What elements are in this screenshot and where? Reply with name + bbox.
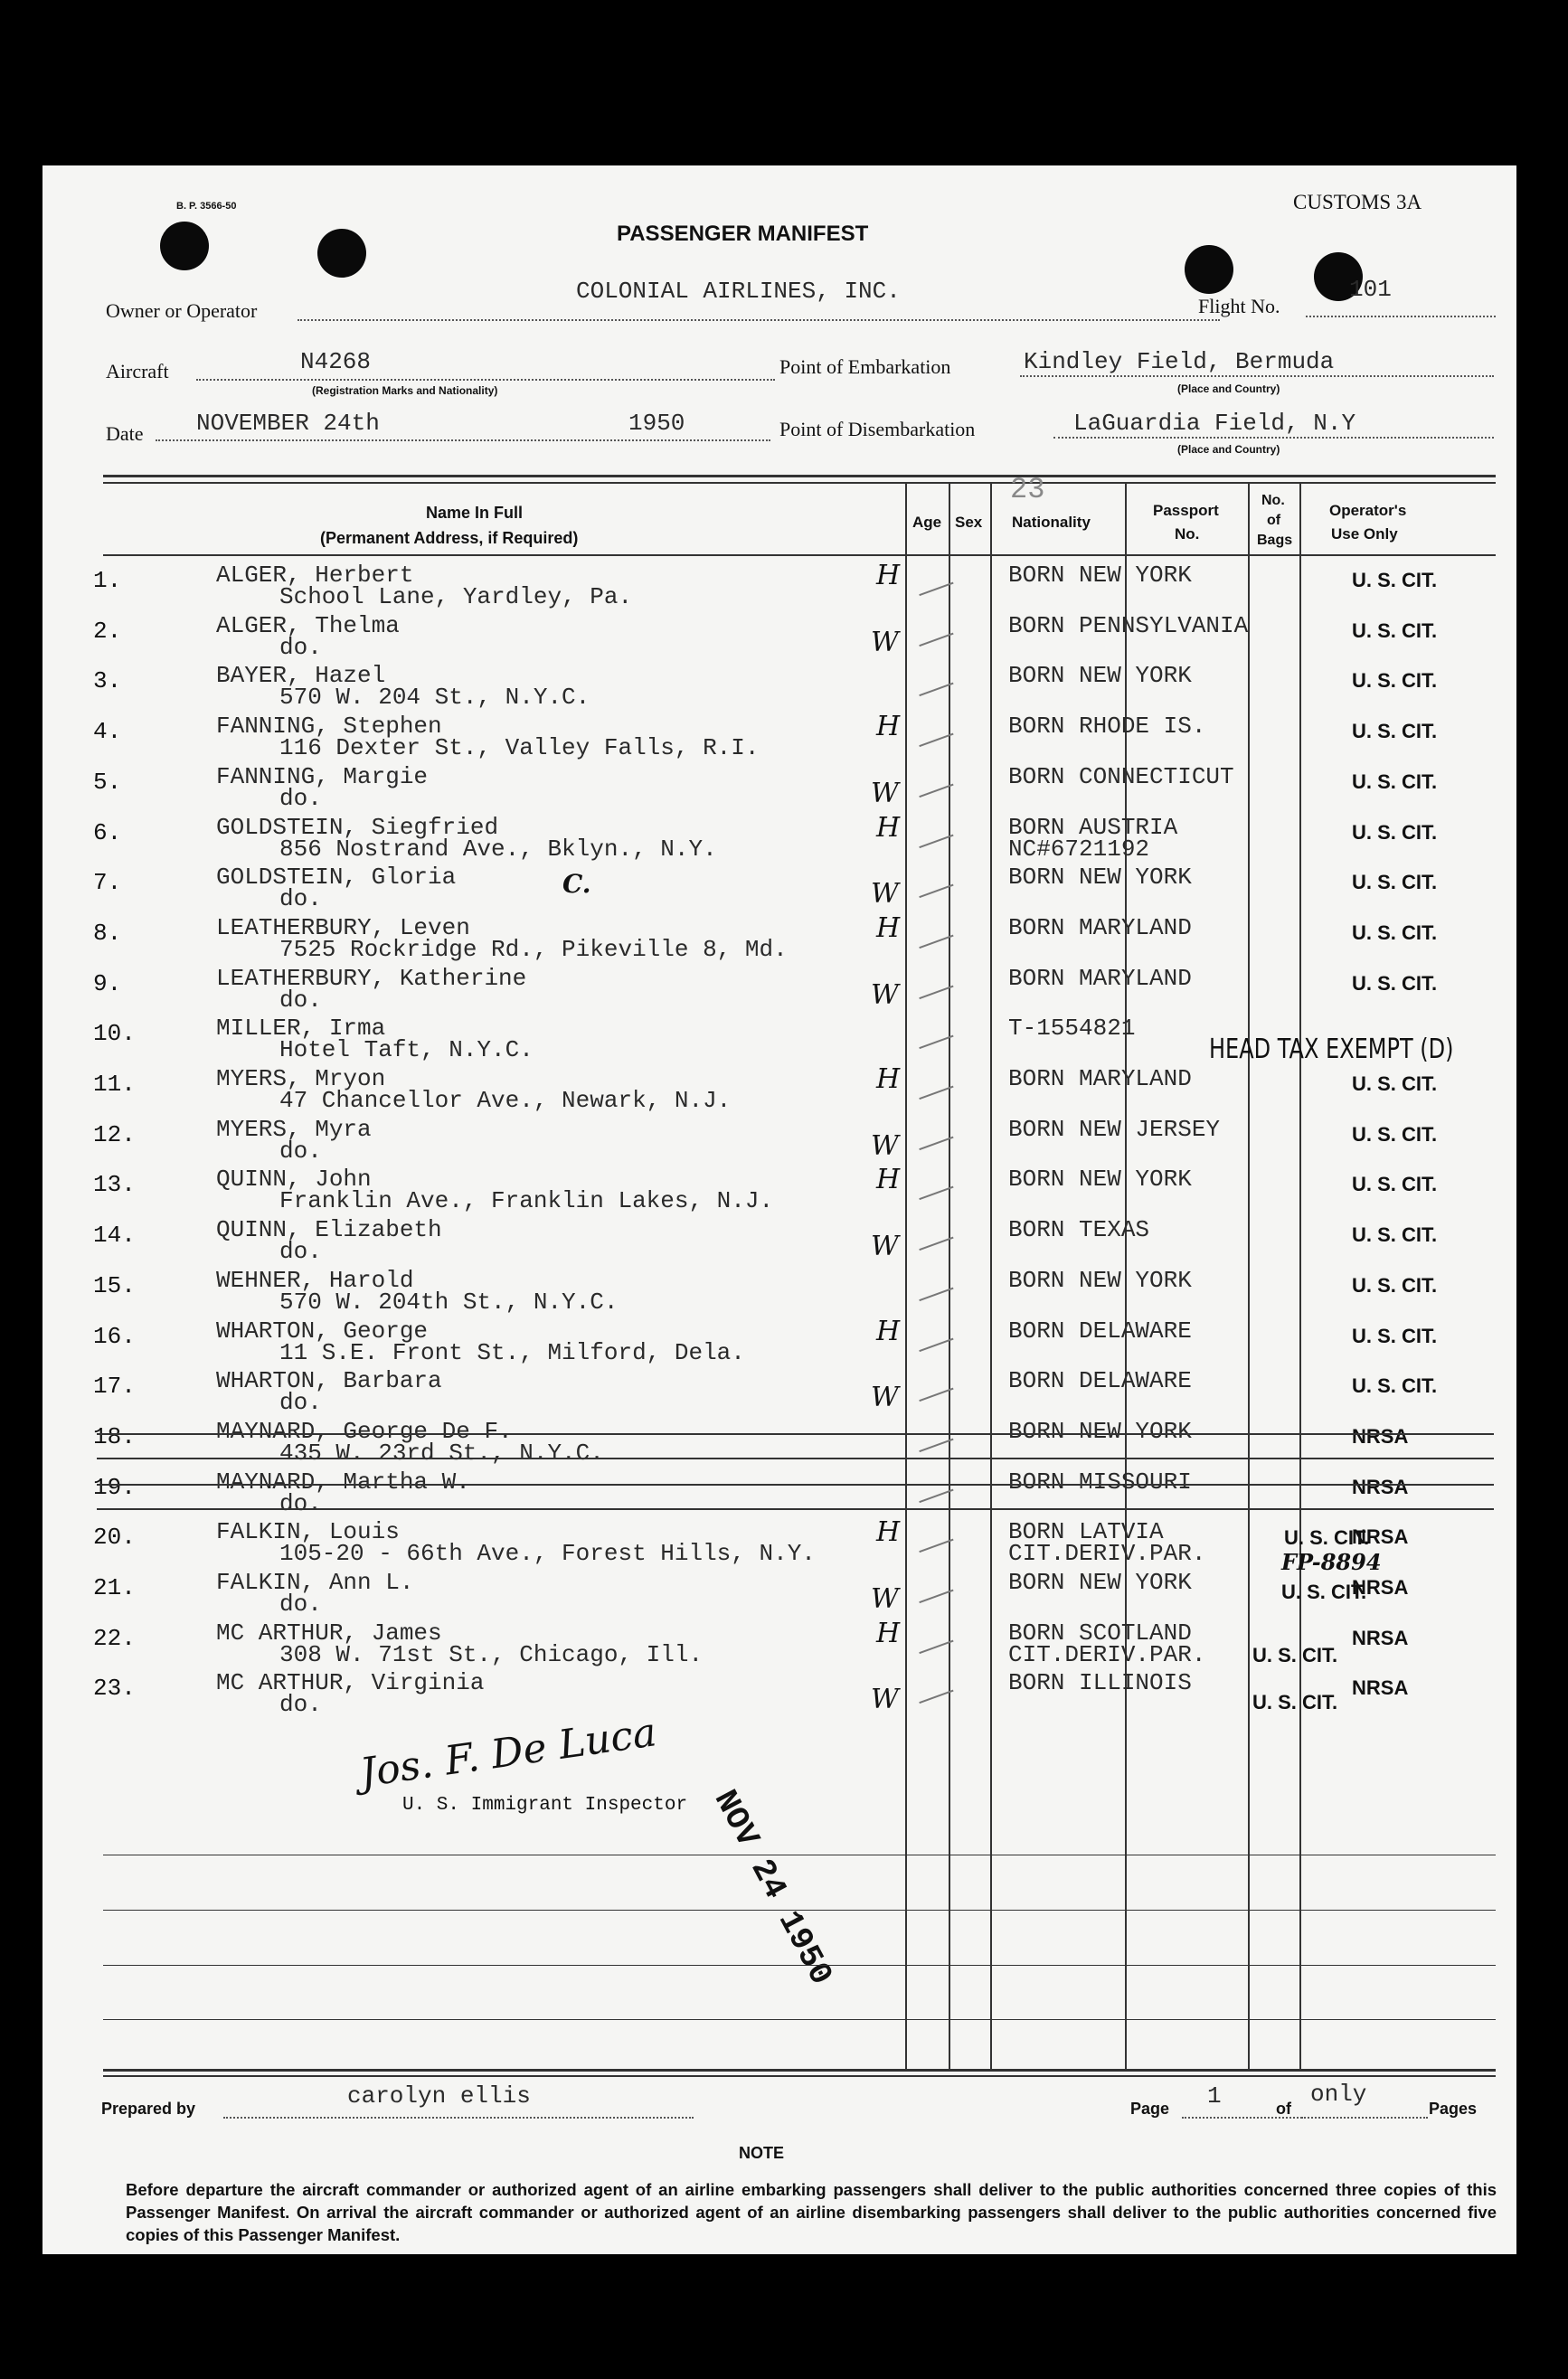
count-stamp: 23 [1010,473,1045,506]
column-header-passport-no: No. [1175,525,1200,543]
date-label: Date [106,422,144,445]
operator-use: NRSA [1352,1626,1409,1649]
operator-use: NRSA [1352,1525,1409,1549]
strike-line [97,1484,1494,1486]
punch-hole [317,229,366,278]
passenger-address: do. [279,885,322,913]
passenger-address: School Lane, Yardley, Pa. [279,583,633,610]
sex-mark: H [876,1617,901,1649]
check-mark-icon [912,1320,953,1351]
operator-use: U. S. CIT. [1352,1223,1438,1247]
nationality: BORN ILLINOIS [1008,1669,1192,1697]
passenger-address: do. [279,1691,322,1719]
nationality: BORN NEW YORK [1008,1417,1192,1445]
row-number: 4. [93,718,122,746]
check-mark-icon [912,1673,953,1704]
column-header-name: Name In Full [426,504,524,522]
passenger-address: 308 W. 71st St., Chicago, Ill. [279,1640,704,1668]
of-value: only [1310,2081,1367,2108]
operator-use: U. S. CIT. [1352,1374,1438,1398]
passenger-address: 856 Nostrand Ave., Bklyn., N.Y. [279,835,717,863]
nationality: BORN NEW YORK [1008,1166,1192,1194]
operator-use: U. S. CIT. [1352,971,1438,995]
operator-use: NRSA [1352,1576,1409,1599]
embarkation-caption: (Place and Country) [1177,382,1280,395]
check-mark-icon [912,1572,953,1603]
nationality: BORN TEXAS [1008,1216,1150,1244]
operator-use: U. S. CIT. [1352,1273,1438,1297]
operator-use: U. S. CIT. [1352,618,1438,642]
passenger-address: do. [279,633,322,661]
uscit-stamp-23: U. S. CIT. [1252,1691,1338,1713]
row-number: 19. [93,1473,136,1501]
passenger-address: Franklin Ave., Franklin Lakes, N.J. [279,1187,774,1215]
row-number: 13. [93,1171,136,1199]
row-number: 22. [93,1624,136,1652]
page-label: Page [1130,2100,1170,2118]
passenger-address: 116 Dexter St., Valley Falls, R.I. [279,734,760,762]
row-number: 2. [93,617,122,645]
punch-hole [1185,245,1233,294]
column-header-sex: Sex [955,514,983,531]
nationality-detail: NC#6721192 [1008,835,1150,863]
passenger-name: ALGER, Herbert [216,562,414,589]
check-mark-icon [912,1371,953,1402]
uscit-stamp-20: U. S. CIT. [1284,1526,1370,1549]
punch-hole [160,222,209,270]
disembarkation-caption: (Place and Country) [1177,443,1280,456]
sex-mark: W [871,1231,899,1263]
passenger-name: MILLER, Irma [216,1015,386,1043]
nationality: BORN LATVIA [1008,1518,1164,1546]
check-mark-icon [912,1018,953,1049]
operator-use: U. S. CIT. [1352,1173,1438,1196]
nationality: BORN MISSOURI [1008,1468,1192,1496]
inspector-title: U. S. Immigrant Inspector [402,1795,688,1816]
passenger-address: 11 S.E. Front St., Milford, Dela. [279,1338,745,1366]
operator-use: NRSA [1352,1424,1409,1448]
check-mark-icon [912,1069,953,1100]
page-value: 1 [1207,2082,1222,2110]
passenger-address: do. [279,986,322,1014]
passenger-name: FALKIN, Ann L. [216,1569,414,1596]
aircraft-label: Aircraft [106,360,169,382]
check-mark-icon [912,1119,953,1150]
operator-use: NRSA [1352,1676,1409,1700]
nationality: BORN NEW YORK [1008,864,1192,892]
note-title: NOTE [739,2144,785,2162]
operator-use: U. S. CIT. [1352,1072,1438,1095]
prepared-by-value: carolyn ellis [347,2082,531,2110]
column-header-bags-of: of [1267,513,1281,528]
nationality-detail: CIT.DERIV.PAR. [1008,1640,1206,1668]
passenger-name: QUINN, Elizabeth [216,1216,442,1244]
nationality: BORN MARYLAND [1008,964,1192,992]
passenger-address: do. [279,1389,322,1417]
operator-use: U. S. CIT. [1352,669,1438,693]
column-header-operator: Operator's [1329,502,1407,519]
uscit-stamp-22: U. S. CIT. [1252,1644,1338,1666]
row-number: 12. [93,1120,136,1148]
nationality: BORN CONNECTICUT [1008,762,1234,790]
gloria-mark: C. [562,869,591,899]
column-header-nationality: Nationality [1012,514,1091,531]
row-number: 14. [93,1222,136,1250]
uscit-stamp-21: U. S. CIT. [1281,1581,1367,1603]
operator-use: U. S. CIT. [1352,1324,1438,1347]
sex-mark: H [876,1516,901,1549]
passenger-name: ALGER, Thelma [216,611,400,639]
customs-form-id: CUSTOMS 3A [1293,191,1422,213]
disembarkation-label: Point of Disembarkation [779,418,976,440]
sex-mark: W [871,1583,899,1615]
row-number: 9. [93,969,122,997]
passenger-address: do. [279,1137,322,1165]
operator-use: U. S. CIT. [1352,1122,1438,1146]
passenger-address: 105-20 - 66th Ave., Forest Hills, N.Y. [279,1540,816,1568]
passenger-address: 7525 Rockridge Rd., Pikeville 8, Md. [279,935,788,963]
nationality: BORN NEW YORK [1008,1569,1192,1596]
passenger-address: 435 W. 23rd St., N.Y.C. [279,1439,604,1467]
row-number: 6. [93,818,122,846]
operator-use: U. S. CIT. [1352,569,1438,591]
nationality: BORN PENNSYLVANIA [1008,611,1249,639]
inspector-signature: Jos. F. De Luca [357,1709,660,1797]
passenger-address: 47 Chancellor Ave., Newark, N.J. [279,1087,732,1114]
date-value: NOVEMBER 24th [196,410,380,437]
passenger-name: WHARTON, Barbara [216,1367,442,1395]
sex-mark: H [876,1164,901,1196]
of-label: of [1276,2100,1291,2118]
check-mark-icon [912,767,953,798]
row-number: 18. [93,1422,136,1450]
row-number: 21. [93,1574,136,1601]
note-text: Before departure the aircraft commander or authorized agent of an airline embarking passengers shall deliver to the public authorities concerned three copies of this Passenger Manifest. On arrival the aircraft commander or authorized agent of an airline disembarking passengers shall deliver to the public authorities concerned five copies of this Passenger Manifest. [126,2180,1497,2244]
passenger-name: FALKIN, Louis [216,1518,400,1546]
nationality: BORN MARYLAND [1008,1065,1192,1092]
nationality: BORN MARYLAND [1008,913,1192,941]
flight-value: 101 [1349,276,1392,303]
aircraft-value: N4268 [300,348,372,375]
passenger-name: MYERS, Myra [216,1115,372,1143]
check-mark-icon [912,716,953,747]
sex-mark: W [871,978,899,1011]
row-number: 5. [93,768,122,796]
date-stamp: NOV 24 1950 [705,1784,840,1992]
check-mark-icon [912,918,953,949]
nationality: BORN DELAWARE [1008,1367,1192,1395]
operator-use: U. S. CIT. [1352,920,1438,944]
passenger-address: do. [279,784,322,812]
nationality-detail: CIT.DERIV.PAR. [1008,1540,1206,1568]
passenger-name: LEATHERBURY, Leven [216,913,470,941]
passenger-name: WEHNER, Harold [216,1266,414,1294]
sex-mark: W [871,878,899,911]
row-number: 3. [93,667,122,695]
column-header-operator-use: Use Only [1331,525,1398,543]
strike-line [97,1508,1494,1510]
sex-mark: H [876,911,901,944]
check-mark-icon [912,1270,953,1301]
row-number: 1. [93,567,122,594]
operator-use: U. S. CIT. [1352,720,1438,743]
check-mark-icon [912,1169,953,1200]
flight-label: Flight No. [1198,295,1280,317]
sex-mark: W [871,1684,899,1716]
operator-use: U. S. CIT. [1352,871,1438,894]
check-mark-icon [912,1471,953,1502]
nationality: BORN DELAWARE [1008,1317,1192,1345]
sex-mark: W [871,626,899,658]
nationality: BORN RHODE IS. [1008,713,1206,741]
sex-mark: W [871,777,899,809]
passenger-address: do. [279,1591,322,1618]
passenger-address: 570 W. 204 St., N.Y.C. [279,684,590,712]
passenger-address: do. [279,1238,322,1266]
operator-use: NRSA [1352,1475,1409,1498]
passenger-name: MC ARTHUR, James [216,1619,442,1647]
nationality: T-1554821 [1008,1015,1136,1043]
passenger-name: QUINN, John [216,1166,372,1194]
row-number: 23. [93,1675,136,1703]
passenger-name: GOLDSTEIN, Siegfried [216,813,499,841]
row-number: 8. [93,919,122,947]
operator-use: U. S. CIT. [1352,769,1438,793]
check-mark-icon [912,616,953,647]
passenger-address: Hotel Taft, N.Y.C. [279,1036,534,1064]
row-number: 11. [93,1071,136,1098]
check-mark-icon [912,565,953,596]
manifest-sheet [43,165,1516,2254]
check-mark-icon [912,1522,953,1553]
check-mark-icon [912,817,953,847]
passenger-name: WHARTON, George [216,1317,429,1345]
sex-mark: W [871,1129,899,1162]
column-header-age: Age [912,514,942,531]
sex-mark: H [876,1315,901,1347]
passport-annotation: FP-8894 [1281,1549,1382,1575]
passenger-name: GOLDSTEIN, Gloria [216,864,457,892]
column-header-address: (Permanent Address, if Required) [320,529,579,547]
sex-mark: H [876,1063,901,1095]
row-number: 7. [93,869,122,897]
nationality: BORN SCOTLAND [1008,1619,1192,1647]
owner-label: Owner or Operator [106,299,258,322]
embarkation-label: Point of Embarkation [779,355,951,378]
passenger-name: MYERS, Mryon [216,1065,386,1092]
nationality: BORN NEW YORK [1008,1266,1192,1294]
form-number: B. P. 3566-50 [176,201,237,212]
nationality: BORN NEW JERSEY [1008,1115,1221,1143]
passenger-address: do. [279,1489,322,1517]
sex-mark: H [876,811,901,844]
passenger-name: LEATHERBURY, Katherine [216,964,527,992]
strike-line [97,1458,1494,1459]
nationality: BORN NEW YORK [1008,662,1192,690]
column-header-passport: Passport [1153,502,1219,519]
prepared-by-label: Prepared by [101,2100,196,2118]
owner-value: COLONIAL AIRLINES, INC. [576,278,901,305]
embarkation-value: Kindley Field, Bermuda [1024,348,1335,375]
check-mark-icon [912,1623,953,1654]
sex-mark: H [876,711,901,743]
head-tax-annotation: HEAD TAX EXEMPT (D) [1209,1034,1454,1065]
passenger-name: FANNING, Margie [216,762,429,790]
column-header-bags-label: Bags [1257,533,1293,548]
page-title: PASSENGER MANIFEST [617,222,869,246]
passenger-address: 570 W. 204th St., N.Y.C. [279,1288,619,1316]
row-number: 15. [93,1271,136,1299]
passenger-name: MC ARTHUR, Virginia [216,1669,485,1697]
check-mark-icon [912,666,953,696]
disembarkation-value: LaGuardia Field, N.Y [1073,410,1356,437]
passenger-name: MAYNARD, Martha W. [216,1468,470,1496]
row-number: 17. [93,1373,136,1401]
check-mark-icon [912,1421,953,1452]
passenger-name: MAYNARD, George De F. [216,1417,513,1445]
nationality: BORN NEW YORK [1008,562,1192,589]
nationality: BORN AUSTRIA [1008,813,1178,841]
sex-mark: H [876,560,901,591]
check-mark-icon [912,968,953,998]
row-number: 16. [93,1322,136,1350]
strike-line [97,1433,1494,1435]
aircraft-caption: (Registration Marks and Nationality) [312,384,498,397]
passenger-name: FANNING, Stephen [216,713,442,741]
row-number: 10. [93,1020,136,1048]
row-number: 20. [93,1524,136,1552]
check-mark-icon [912,1220,953,1251]
column-header-bags: No. [1261,493,1285,508]
pages-label: Pages [1429,2100,1478,2118]
check-mark-icon [912,867,953,898]
passenger-name: BAYER, Hazel [216,662,386,690]
operator-use: U. S. CIT. [1352,820,1438,844]
sex-mark: W [871,1382,899,1414]
date-year: 1950 [628,410,685,437]
